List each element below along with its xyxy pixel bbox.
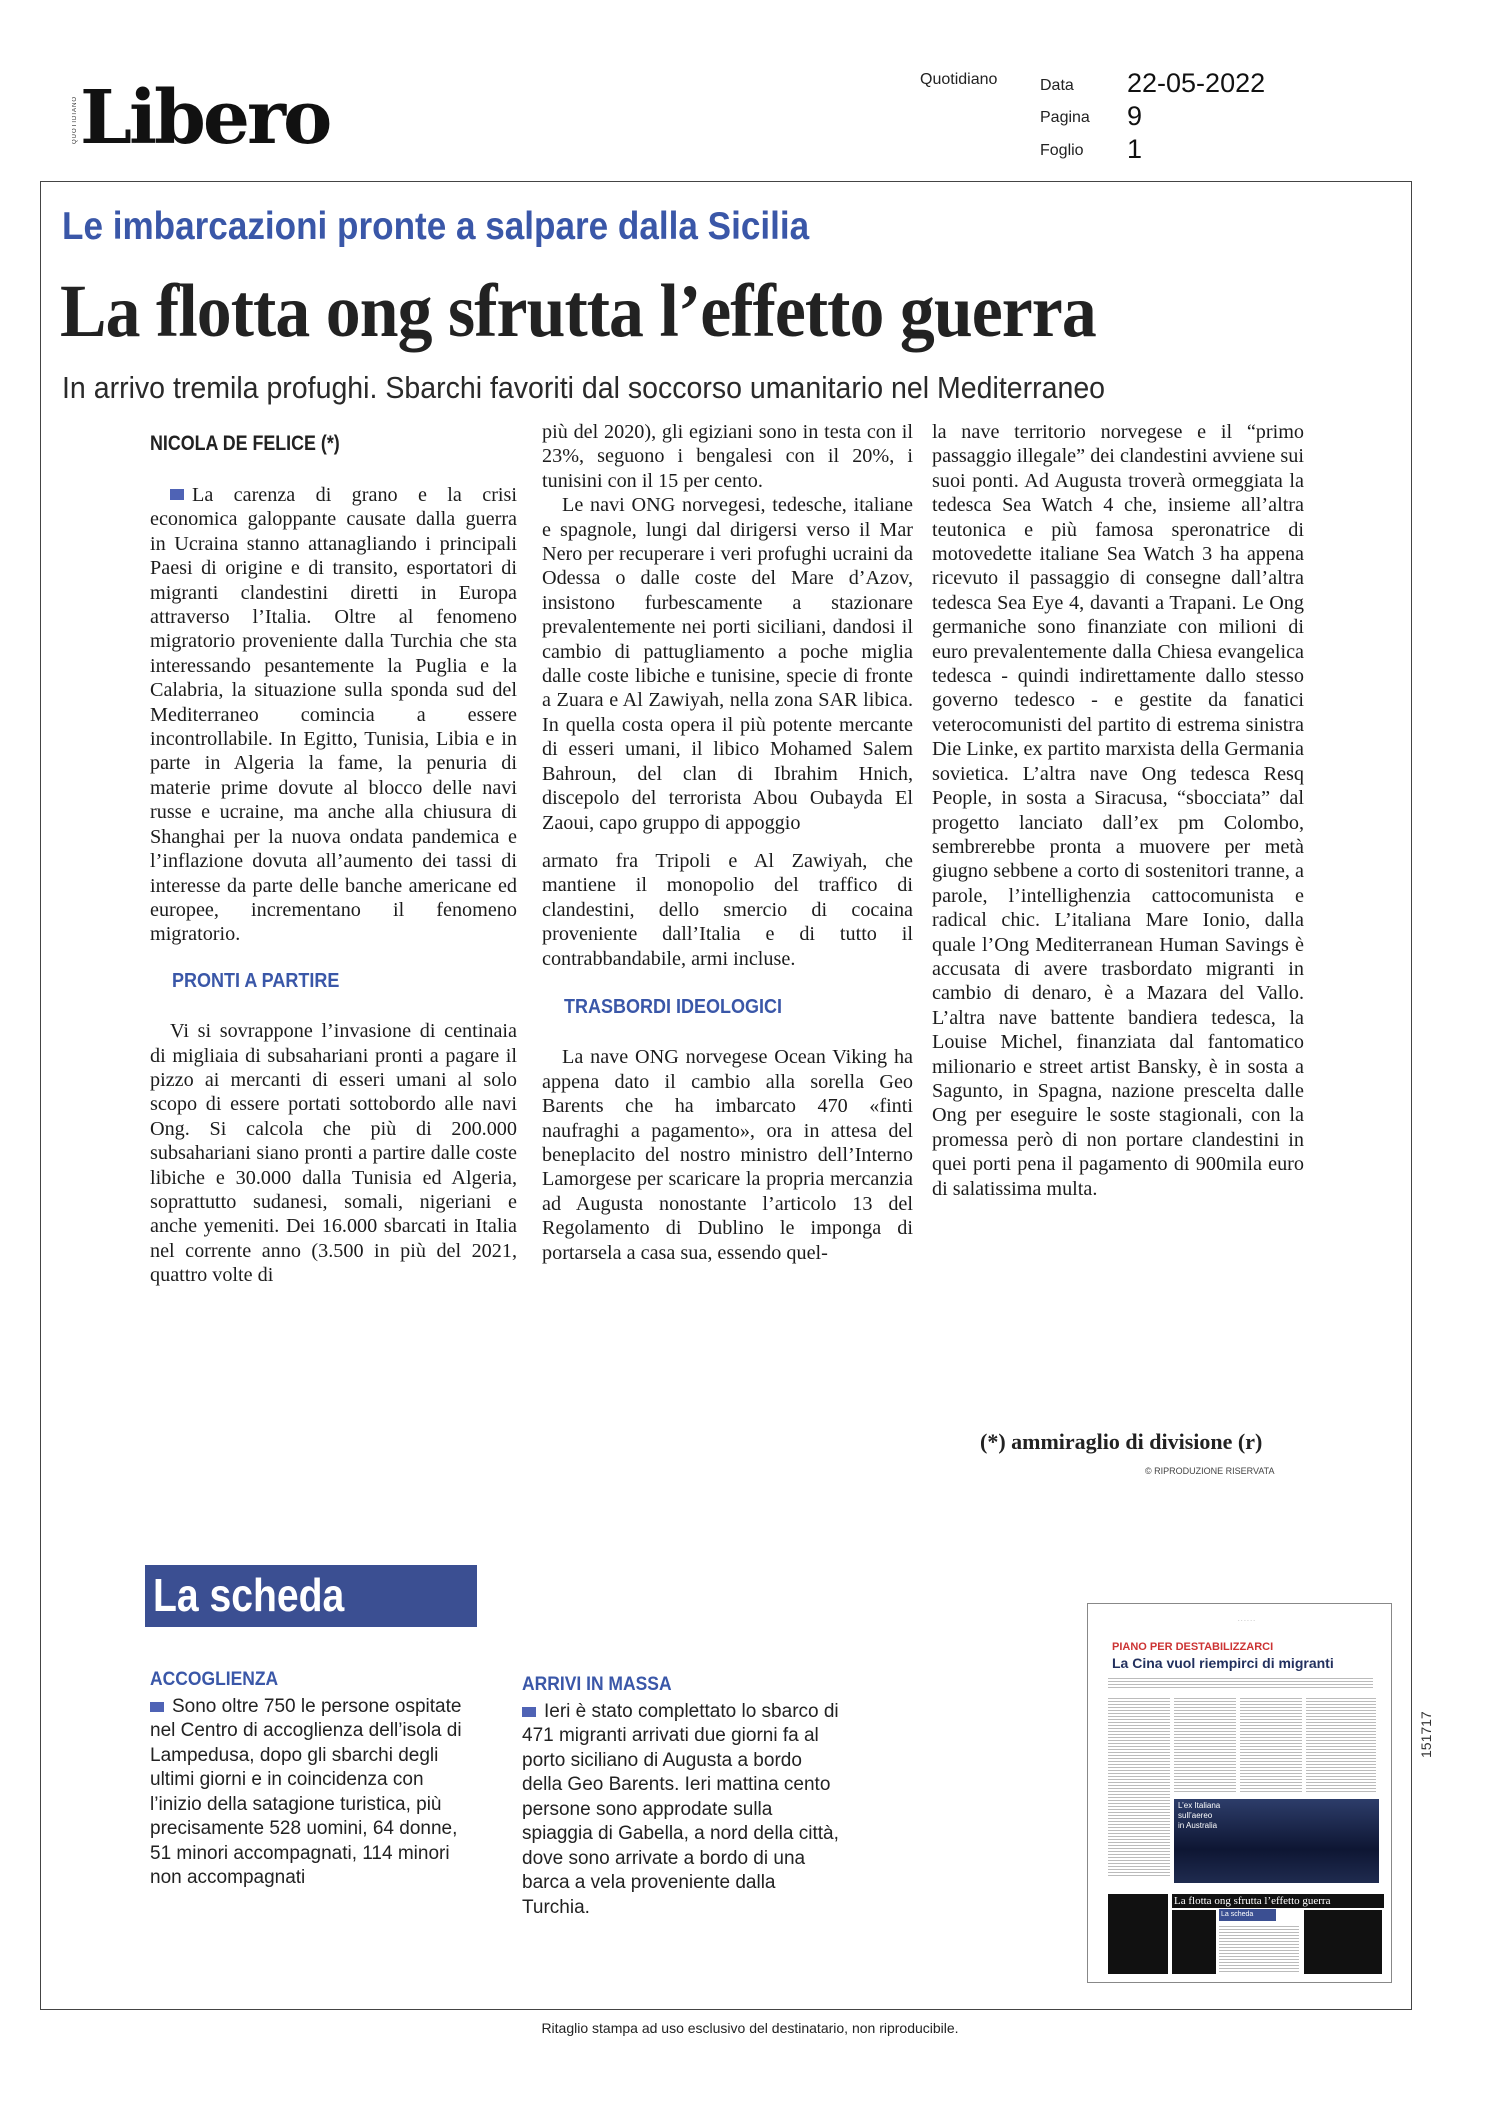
thumbnail-dark-block-left — [1108, 1894, 1168, 1974]
article-column-3 — [932, 420, 1304, 1201]
thumbnail-headline: La Cina vuol riempirci di migranti — [1112, 1655, 1334, 1671]
scheda-arrivi — [522, 1673, 847, 1920]
article-headline: La flotta ong sfrutta l’effetto guerra — [60, 270, 1096, 353]
article-deck: In arrivo tremila profughi. Sbarchi favoriti dal soccorso umanitario nel Mediterraneo — [62, 370, 1106, 405]
paragraph-marker — [522, 1707, 536, 1717]
thumbnail-photo-caption: L’ex Italiana sull’aereo in Australia — [1178, 1801, 1221, 1830]
page-thumbnail — [1087, 1603, 1392, 1983]
thumbnail-text-col-1 — [1108, 1696, 1170, 1876]
page-value: 9 — [1127, 101, 1143, 131]
col2-paragraph-1: più del 2020), gli egiziani sono in testa con il 23%, seguono i bengalesi con il 20%, i tunisini con il 15 per cento. — [542, 421, 913, 492]
date-value: 22-05-2022 — [1127, 68, 1266, 98]
col2-paragraph-3: armato fra Tripoli e Al Zawiyah, che mantiene il monopolio del traffico di clandestini, dello smercio di cocaina proveniente dall’Italia e di tutto il contrabbandabile, armi incluse. — [542, 849, 913, 970]
col1-paragraph-2: Vi si sovrappone l’invasione di centinaia di migliaia di subsahariani pronti a pagare il pizzo ai mercanti di esseri umani al solo scopo di essere portati sottobordo alle navi Ong. Si calcola che più di 200.000 subsahariani siano pronti a partire dalle coste libiche e 30.000 dalla Tunisia ed Algeria, soprattutto sudanesi, somali, nigeriani e anche yemeniti. Dei 16.000 sbarcati in Italia nel corrente anno (3.500 in più del 2021, quattro volte di — [150, 1020, 517, 1287]
publication-logo: Libero — [80, 75, 330, 161]
sheet-value: 1 — [1127, 134, 1143, 164]
date-label: Data — [1040, 77, 1074, 94]
subhead-trasbordi-ideologici: TRASBORDI IDEOLOGICI — [564, 995, 783, 1018]
thumbnail-deck-lines — [1108, 1676, 1373, 1690]
publication-type: Quotidiano — [920, 71, 998, 88]
author-note: (*) ammiraglio di divisione (r) — [980, 1429, 1263, 1454]
scheda-accoglienza — [150, 1668, 475, 1891]
thumbnail-headline-2: La flotta ong sfrutta l’effetto guerra — [1172, 1894, 1384, 1908]
footer-disclaimer: Ritaglio stampa ad uso esclusivo del destinatario, non riproducibile. — [541, 2020, 959, 2036]
thumbnail-scheda-lines — [1219, 1924, 1299, 1974]
paragraph-marker — [150, 1702, 164, 1712]
col1-paragraph-1: La carenza di grano e la crisi economica galoppante causate dalla guerra in Ucraina stanno attanagliando i principali Paesi di origine e di transito, esportatori di migranti clandestini diretti in Europa attraverso l’Italia. Oltre al fenomeno migratorio proveniente dalla Turchia che sta interessando pesantemente la Puglia e la Calabria, la situazione sulla sponda sud del Mediterraneo comincia a essere incontrollabile. In Egitto, Tunisia, Libia e in parte in Algeria la fame, la penuria di materie prime dovute al blocco delle navi russe e ucraine, ma anche alla chiusura di Shanghai per la nuova ondata pandemica e l’inflazione dovuta all’aumento dei tassi di interesse da parte delle banche americane ed europee, incrementano il fenomeno migratorio. — [150, 484, 517, 946]
thumbnail-text-col-4 — [1306, 1696, 1376, 1794]
thumbnail-text-col-3 — [1240, 1696, 1302, 1794]
thumbnail-scheda: La scheda — [1219, 1909, 1276, 1921]
col2-paragraph-2: Le navi ONG norvegesi, tedesche, italiane e spagnole, lungi dal dirigersi verso il Mar Nero per recuperare i veri profughi ucraini da Odessa o dalle coste del Mare d’Azov, insistono furbescamente a stazionare prevalentemente nei porti siciliani, dandosi il cambio di pattugliamento a poche miglia dalle coste libiche e tunisine, specie di fronte a Zuara e Al Zawiyah, nella zona SAR libica. In quella costa opera il più potente mercante di esseri umani, il libico Mohamed Salem Bahroun, del clan di Ibrahim Hnich, discepolo del terrorista Abou Oubayda El Zaoui, capo gruppo di appoggio — [542, 494, 913, 834]
article-column-1 — [150, 483, 517, 1288]
col3-paragraph-1: la nave territorio norvegese e il “primo passaggio illegale” dei clandestini avviene sui suoi ponti. Ad Augusta troverà ormeggiata la tedesca Sea Watch 4 che, insieme all’altra teutonica e più famosa speronatrice di motovedette italiane Sea Watch 3 ha appena ricevuto il passaggio di consegne dall’altra tedesca Sea Eye 4, davanti a Trapani. Le Ong germaniche sono finanziate con milioni di euro prevalentemente dalla Chiesa evangelica tedesca - quindi indirettamente dallo stesso governo tedesco - e gestite da fanatici veterocomunisti del partito di estrema sinistra Die Linke, ex partito marxista della Germania sovietica. L’altra nave Ong tedesca Resq People, in sosta a Siracusa, “sbocciata” dal progetto lanciato dall’ex pm Colombo, sembrerebbe pronta a muovere per metà giugno sebbene a corto di sostenitori tranne, a parole, l’intellighenzia cattocomunista e radical chic. L’italiana Mare Ionio, dalla quale l’Ong Mediterranean Human Savings è accusata di avere trasbordato migranti in cambio di denaro, è a Mazara del Vallo. L’altra nave battente bandiera tedesca, la Louise Michel, finanziata dal fantomatico milionario e street artist Bansky, è in sosta a Sagunto, in Spagna, nazione prescelta dalle Ong per eseguire le soste stagionali, con la promessa però di non portare clandestini in quei porti pena il pagamento di 900mila euro di salatissima multa. — [932, 421, 1304, 1200]
scheda-accoglienza-heading: ACCOGLIENZA — [150, 1669, 279, 1690]
scheda-arrivi-text: Ieri è stato complettato lo sbarco di 471 migranti arrivati due giorni fa al porto siciliano di Augusta a bordo della Geo Barents. Ieri mattina cento persone sono approdate sulla spiaggia di Gabella, a nord della città, dove sono arrivate a bordo di una barca a vela proveniente dalla Turchia. — [522, 1700, 839, 1918]
subhead-pronti-a-partire: PRONTI A PARTIRE — [172, 969, 340, 992]
logo-tagline: QUOTIDIANO — [72, 96, 78, 145]
thumbnail-kicker: PIANO PER DESTABILIZZARCI — [1112, 1641, 1274, 1653]
copyright-note: © RIPRODUZIONE RISERVATA — [1145, 1466, 1275, 1476]
article-kicker: Le imbarcazioni pronte a salpare dalla Sicilia — [62, 205, 810, 248]
col2-paragraph-4: La nave ONG norvegese Ocean Viking ha appena dato il cambio alla sorella Geo Barents che ha imbarcato 470 «finti naufraghi a pagamento», ora in attesa del beneplacito del nostro ministro dell’Interno Lamorgese per scaricare la propria mercanzia ad Augusta nonostante l’articolo 13 del Regolamento di Dublino le imponga di portarsela a casa sua, essendo quel- — [542, 1046, 913, 1264]
paragraph-marker — [170, 489, 184, 500]
page-label: Pagina — [1040, 109, 1090, 126]
scheda-accoglienza-text: Sono oltre 750 le persone ospitate nel Centro di accoglienza dell’isola di Lampedusa, dopo gli sbarchi degli ultimi giorni e in coincidenza con l’inizio della satagione turistica, più precisamente 528 uomini, 64 donne, 51 minori accompagnati, 114 minori non accompagnati — [150, 1695, 462, 1888]
article-byline: NICOLA DE FELICE (*) — [150, 432, 340, 455]
thumbnail-dark-block-mid — [1172, 1910, 1216, 1974]
scheda-arrivi-heading: ARRIVI IN MASSA — [522, 1674, 672, 1695]
clipping-code: 151717 — [1418, 1711, 1434, 1758]
thumbnail-dark-block-right — [1304, 1910, 1382, 1974]
scheda-title: La scheda — [153, 1569, 345, 1621]
sheet-label: Foglio — [1040, 142, 1084, 159]
thumbnail-header-text: · · · · · · — [1238, 1618, 1255, 1624]
article-column-2 — [542, 420, 913, 1265]
thumbnail-text-col-2 — [1174, 1696, 1236, 1794]
